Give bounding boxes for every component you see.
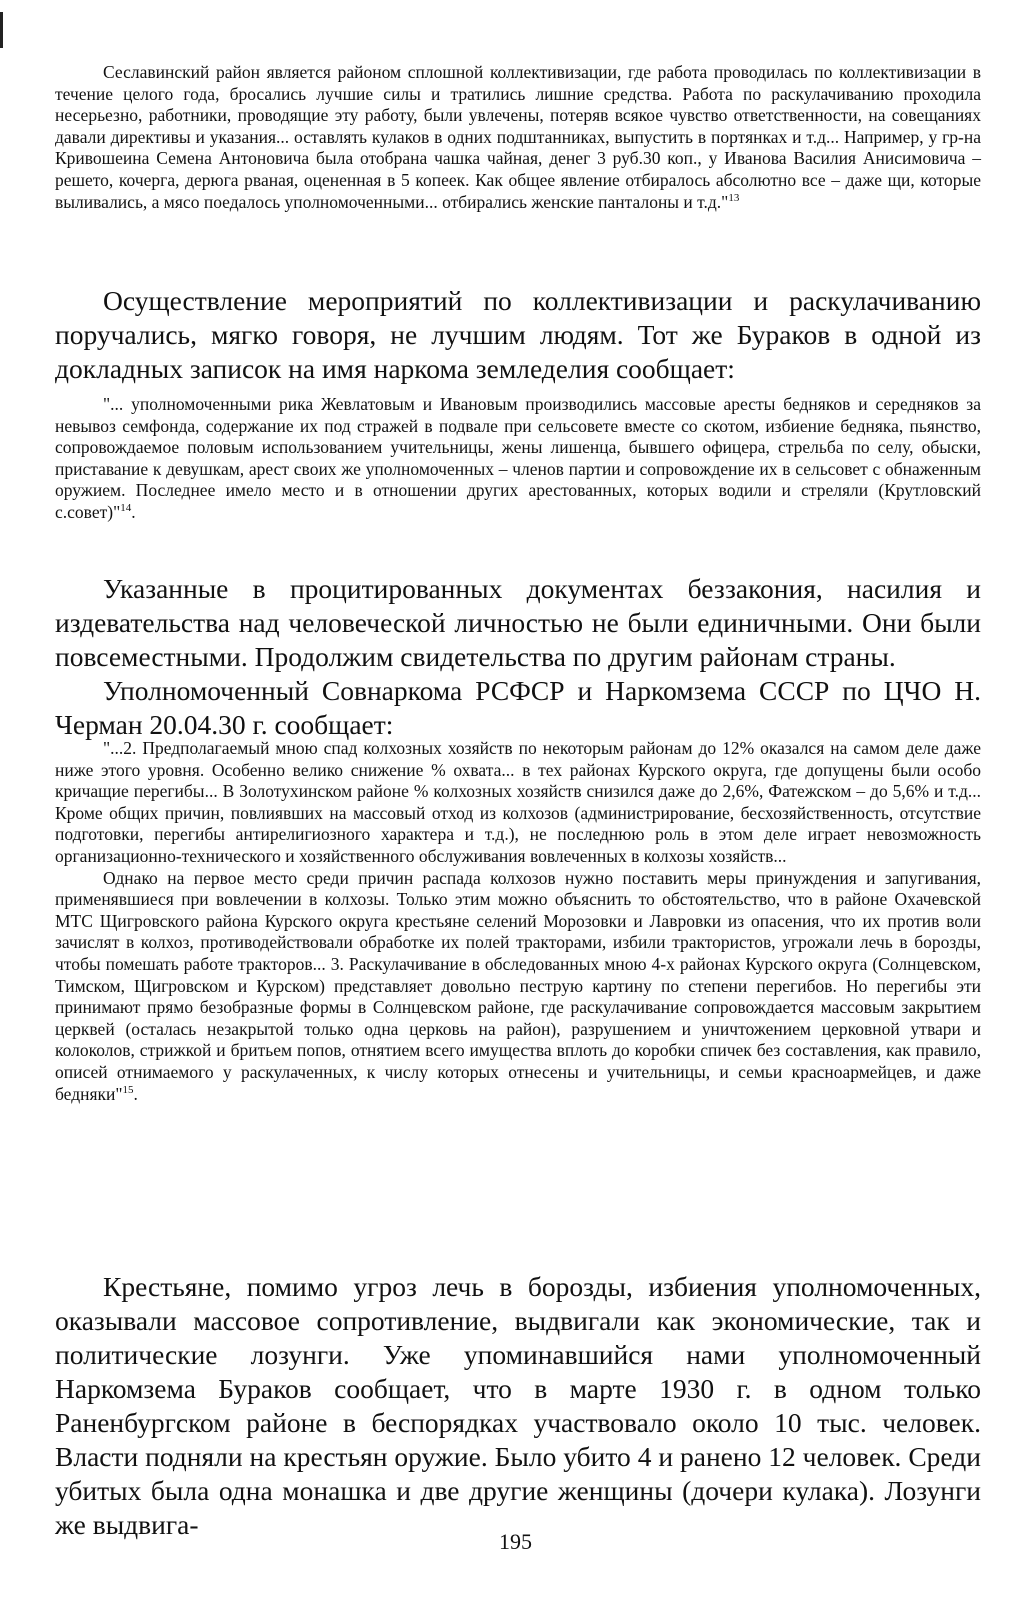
quote-paragraph [55,62,981,213]
quote-block-1 [55,62,981,213]
body-text: Указанные в процитированных документах беззакония, насилия и издевательства над человеческой личностью не были единичными. Они были повсеместными. Продолжим свидетельства по другим районам страны. [55,573,981,672]
body-paragraph-4 [55,1270,981,1542]
quote-block-2 [55,394,981,524]
quote-tail: . [131,501,136,522]
body-text: Крестьяне, помимо угроз лечь в борозды, избиения уполномоченных, оказывали массовое сопротивление, выдвигали как экономические, так и политические лозунги. Уже упоминавшийся нами уполномоченный Наркомзема Бураков сообщает, что в марте 1930 г. в одном только Раненбургском районе в беспорядках участвовало около 10 тыс. человек. Власти подняли на крестьян оружие. Было убито 4 и ранено 12 человек. Среди убитых была одна монашка и две другие женщины (дочери кулака). Лозунги же выдвига- [55,1271,981,1540]
body-text: Осуществление мероприятий по коллективизации и раскулачиванию поручались, мягко говоря, не лучшим людям. Тот же Бураков в одной из докладных записок на имя наркома земледелия сообщает: [55,285,981,384]
page-number: 195 [499,1529,532,1554]
quote-block-3 [55,738,981,1105]
footnote-ref: 13 [728,191,740,204]
footnote-ref: 15 [122,1083,134,1096]
quote-paragraph [55,394,981,524]
quote-text: "... уполномоченными рика Жевлатовым и Ивановым производились массовые аресты бедняков и середняков за невывоз семфонда, содержание их под стражей в подвале при сельсовете вместе со скотом, избиение бедняка, пьянство, сопровождаемое половым использованием учительницы, жены лишенца, бывшего офицера, стрельба по селу, обыски, приставание к девушкам, арест своих же уполномоченных – членов партии и сопровождение их в сельсовет с обнаженным оружием. Последнее имело место и в отношении других арестованных, которых водили и стреляли (Крутловский с.совет)" [55,394,981,522]
quote-paragraph [55,868,981,1106]
quote-paragraph: "...2. Предполагаемый мною спад колхозных хозяйств по некоторым районам до 12% оказался на самом деле даже ниже этого уровня. Особенно велико снижение % охвата... в тех районах Курского округа, где допущены были особо кричащие перегибы... В Золотухинском районе % колхозных хозяйств снизился даже до 2,6%, Фатежском – до 5,6% и т.д... Кроме общих причин, повлиявших на массовый отход из колхозов (администрирование, бесхозяйственность, отсутствие подготовки, перегибы антирелигиозного характера и т.д.), не последнюю роль в этом деле играет невозможность организационно-технического и хозяйственного обслуживания вовлеченных в колхозы хозяйств... [55,738,981,866]
footnote-ref: 14 [120,502,132,515]
quote-text: Сеславинский район является районом сплошной коллективизации, где работа проводилась по коллективизации в течение целого года, бросались лучшие силы и тратились лишние средства. Работа по раскулачиванию проходила несерьезно, работники, проводящие эту работу, были увлечены, потеряв всякое чувство ответственности, на совещаниях давали директивы и указания... оставлять кулаков в одних подштанниках, выпустить в портянках и т.д... Например, у гр-на Кривошеина Семена Антоновича была отобрана чашка чайная, денег 3 руб.30 коп., у Иванова Василия Анисимовича – решето, кочерга, дерюга рваная, оцененная в 5 копеек. Как общее явление отбиралось абсолютно все – даже щи, которые выливались, а мясо поедалось уполномоченными... отбирались женские панталоны и т.д." [55,62,981,212]
body-text: Уполномоченный Совнаркома РСФСР и Наркомзема СССР по ЦЧО Н. Черман 20.04.30 г. сообщает: [55,675,981,740]
quote-text: Однако на первое место среди причин распада колхозов нужно поставить меры принуждения и запугивания, применявшиеся при вовлечении в колхозы. Только этим можно объяснить то обстоятельство, что в районе Охачевской МТС Щигровского района Курского округа крестьяне селений Морозовки и Лавровки из опасения, что их против воли зачислят в колхоз, противодействовали обработке их полей тракторами, избили трактористов, угрожали лечь в борозды, чтобы помешать работе тракторов... 3. Раскулачивание в обследованных мною 4-х районах Курского округа (Солнцевском, Тимском, Щигровском и Курском) представляет довольно пеструю картину по степени перегибов. Но перегибы эти принимают прямо безобразные формы в Солнцевском районе, где раскулачивание сопровождается массовым закрытием церквей (осталась незакрытой только одна церковь на район), разрушением и уничтожением церковной утвари и колоколов, стрижкой и бритьем попов, отнятием всего имущества вплоть до коробки спичек без составления, как правило, описей отнимаемого у раскулаченных, к числу которых отнесены и учительницы, и семьи красноармейцев, и даже бедняки" [55,867,981,1104]
body-paragraph-1 [55,284,981,386]
scan-margin-mark [0,12,3,48]
quote-tail: . [133,1083,138,1104]
body-paragraph-2 [55,572,981,742]
